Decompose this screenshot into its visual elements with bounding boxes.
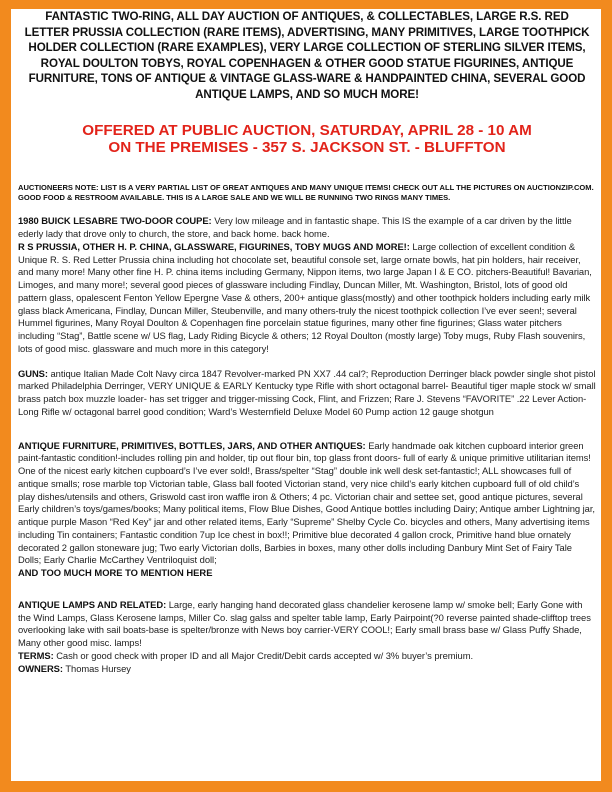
section-heading: 1980 BUICK LESABRE TWO-DOOR COUPE: bbox=[18, 215, 212, 227]
section-heading: GUNS: bbox=[18, 367, 48, 379]
section-text: Cash or good check with proper ID and all Major Credit/Debit cards accepted w/ 3% buyer’s premium. bbox=[53, 649, 474, 661]
auctioneers-note: AUCTIONEERS NOTE: LIST IS A VERY PARTIAL LIST OF GREAT ANTIQUES AND MANY UNIQUE ITEMS! CHECK OUT ALL THE PICTURES ON AUCTIONZIP.COM. GOOD FOOD & RESTROOM AVAILABLE. THIS IS A LARGE SALE AND WE WILL BE RUNNING TWO RINGS MANY TIMES. bbox=[18, 182, 594, 202]
section-heading: OWNERS: bbox=[18, 662, 63, 674]
section-owners bbox=[18, 663, 596, 676]
section-heading: R S PRUSSIA, OTHER H. P. CHINA, GLASSWARE, FIGURINES, TOBY MUGS AND MORE!: bbox=[18, 240, 410, 252]
section-buick bbox=[18, 215, 596, 241]
section-text: Large, early hanging hand decorated glass chandelier kerosene lamp w/ smoke bell; Early Gone with the Wind Lamps, Glass Kerosene lamps, Miller Co. slag galss and spelter table lamp, Early Pairpoint(?0 reverse painted shade-clifftop trees overlooking lake with sail boats-base is spelter/bronze with News boy carrier-VERY COOL!; Early small brass base w/ Glass Puffy Shade, Many other good misc. lamps! bbox=[18, 598, 591, 649]
section-heading: TERMS: bbox=[18, 649, 54, 661]
section-guns bbox=[18, 368, 596, 419]
section-heading: ANTIQUE FURNITURE, PRIMITIVES, BOTTLES, JARS, AND OTHER ANTIQUES: bbox=[18, 439, 366, 451]
section-text: Large collection of excellent condition & Unique R. S. Red Letter Prussia china including hot chocolate set, beautiful console set, large ornate bowls, hat pin holders, hair receiver, and many more! Many other fine H. P. china items including Germany, Nippon items, two large Japan I & E CO. pitchers-Beautiful! Bavarian, Limoges, and many more!; several good pieces of glassware including Findlay, Duncan Miller, Mt. Washington, Bristol, lots of good old pattern glass, opalescent Fenton Yellow Epergne Vase & others, 200+ antique glass(mostly) and other toothpick holders including early milk glass black Americana, Findlay, Duncan Miller, Steubenville, and many others-truly the nicest toothpick collection I’ve ever seen!; several Hummel figurines, Many Royal Doulton & Copenhagen fine porcelain statue figurines, many other fine figurines; Glass water pitchers including “Stag”, Battle scene w/ US flag, Lady Riding Bicycle & others; 12 Royal Doulton (mostly large) Toby mugs, Ruby Flash souvenirs, lots of good misc. glassware and much more in this category! bbox=[18, 240, 592, 354]
section-text: Thomas Hursey bbox=[62, 662, 131, 674]
section-furniture bbox=[18, 440, 596, 568]
section-text: antique Italian Made Colt Navy circa 1847 Revolver-marked PN XX7 .44 cal?; Reproduction Derringer black powder single shot pistol marked Philadelphia Derringer, VERY UNIQUE & EARLY Kentucky type Rifle with short octagonal barrel- Beautiful tiger maple stock w/ small brass patch box muzzle loader- has set trigger and trigger-missing Cock, Flint, and Frizzen; Rare J. Stevens “FAVORITE” .22 Lever Action-Long Rifle w/ octagonal barrel good condition; Ward’s Westernfield Deluxe Model 60 Pump action 12 gauge shotgun bbox=[18, 367, 596, 417]
auction-date: OFFERED AT PUBLIC AUCTION, SATURDAY, APRIL 28 - 10 AM bbox=[82, 121, 532, 139]
section-terms bbox=[18, 650, 596, 663]
section-lamps bbox=[18, 599, 596, 650]
section-text: Early handmade oak kitchen cupboard interior green paint-fantastic condition!-includes rolling pin and holder, tip out flour bin, top glass front doors- full of early & unique primitive utilitarian items! One of the nicest early kitchen cupboard’s I’ve ever sold!, Brass/spelter “Stag” double ink well desk set-fantastic!; ALL showcases full of antique smalls; rose marble top Victorian table, Glass ball footed Victorian stand, very nice child’s early kitchen cupboard full of old child’s play dishes/utensils and others, Griswold cast iron waffle iron & Others; 4 pc. Victorian chair and settee set, good antique pictures, several Early children’s toys/games/books; Many political items, Flow Blue Dishes, Good Antique bottles including Dairy; Antique amber Lightning jar, antique purple Mason “Red Key” jar and other related items, Early “Supreme” Shelby Cycle Co. bicycles and others, Many advertising items including Tin containers; Fantastic condition 7up Ice chest in box!!; Primitive blue decorated 4 gallon crock, Primitive hand blue ornately decorated 2 gallon stoneware jug; Two early Victorian dolls, Barbies in boxes, many other dolls including Danbury Mint Set of Fairy Tale Dolls; Early Charlie McCarthey Ventriloquist doll; bbox=[18, 439, 595, 566]
section-heading: ANTIQUE LAMPS AND RELATED: bbox=[18, 598, 167, 610]
headline: FANTASTIC TWO-RING, ALL DAY AUCTION OF ANTIQUES, & COLLECTABLES, LARGE R.S. RED LETTER PRUSSIA COLLECTION (RARE ITEMS), ADVERTISING, MANY PRIMITIVES, LARGE TOOTHPICK HOLDER COLLECTION (RARE EXAMPLES), VERY LARGE COLLECTION OF STERLING SILVER ITEMS, ROYAL DOULTON TOBYS, ROYAL COPENHAGEN & OTHER GOOD STATUE FIGURINES, ANTIQUE FURNITURE, TONS OF ANTIQUE & VINTAGE GLASS-WARE & HANDPAINTED CHINA, SEVERAL GOOD ANTIQUE LAMPS, AND SO MUCH MORE! bbox=[24, 10, 590, 101]
more-items-note: AND TOO MUCH MORE TO MENTION HERE bbox=[18, 567, 213, 579]
auction-date-location bbox=[18, 122, 596, 157]
flyer-content bbox=[11, 9, 601, 675]
auction-location: ON THE PREMISES - 357 S. JACKSON ST. - BLUFFTON bbox=[108, 139, 506, 157]
section-prussia bbox=[18, 241, 596, 356]
section-text: Very low mileage and in fantastic shape. This IS the example of a car driven by the little ederly lady that drove only to church, the store, and back home. back home. bbox=[18, 215, 572, 240]
